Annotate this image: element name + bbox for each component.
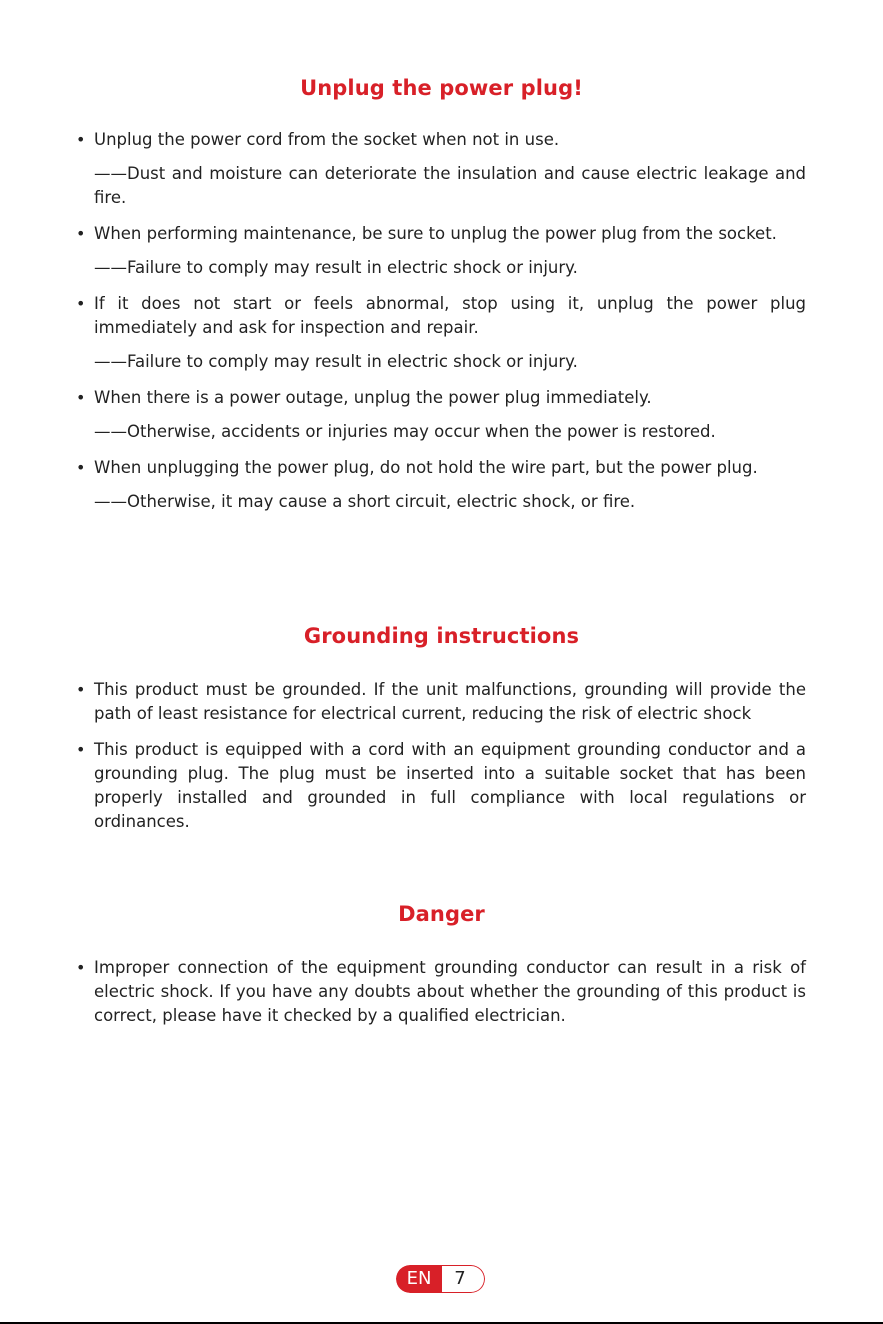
bullet-icon: • xyxy=(76,294,86,313)
bullet-icon: • xyxy=(76,388,86,407)
item-note: ——Failure to comply may result in electric shock or injury. xyxy=(94,352,578,371)
page-number: 7 xyxy=(442,1265,485,1293)
bullet-icon: • xyxy=(76,224,86,243)
item-note: ——Otherwise, it may cause a short circuit, electric shock, or fire. xyxy=(94,492,636,511)
item-note: ——Failure to comply may result in electric shock or injury. xyxy=(94,258,578,277)
section-grounding xyxy=(76,678,806,834)
section-title-danger: Danger xyxy=(398,902,485,926)
bullet-icon: • xyxy=(76,740,86,759)
item-text: When unplugging the power plug, do not hold the wire part, but the power plug. xyxy=(94,458,758,477)
bullet-icon: • xyxy=(76,130,86,149)
item-note: ——Dust and moisture can deteriorate the insulation and cause electric leakage and fire. xyxy=(94,164,806,207)
section-title-unplug: Unplug the power plug! xyxy=(300,76,583,100)
item-note: ——Otherwise, accidents or injuries may occur when the power is restored. xyxy=(94,422,716,441)
list-item xyxy=(76,128,806,152)
item-text: Unplug the power cord from the socket when not in use. xyxy=(94,130,560,149)
item-text: Improper connection of the equipment grounding conductor can result in a risk of electric shock. If you have any doubts about whether the grounding of this product is correct, please have it checked by a qualified electrician. xyxy=(94,958,806,1025)
item-text: If it does not start or feels abnormal, stop using it, unplug the power plug immediately and ask for inspection and repair. xyxy=(94,294,806,337)
list-item xyxy=(76,956,806,1028)
list-item xyxy=(76,386,806,410)
item-text: When performing maintenance, be sure to unplug the power plug from the socket. xyxy=(94,224,777,243)
bullet-icon: • xyxy=(76,680,86,699)
bullet-icon: • xyxy=(76,958,86,977)
page-number-badge xyxy=(396,1265,485,1293)
section-danger xyxy=(76,956,806,1028)
section-unplug xyxy=(76,128,806,514)
list-item xyxy=(76,456,806,480)
list-item xyxy=(76,678,806,726)
section-title-grounding: Grounding instructions xyxy=(303,624,580,648)
language-label: EN xyxy=(396,1265,442,1293)
item-text: When there is a power outage, unplug the power plug immediately. xyxy=(94,388,652,407)
bullet-icon: • xyxy=(76,458,86,477)
item-text: This product must be grounded. If the unit malfunctions, grounding will provide the path of least resistance for electrical current, reducing the risk of electric shock xyxy=(94,680,806,723)
list-item xyxy=(76,292,806,340)
list-item xyxy=(76,738,806,834)
item-text: This product is equipped with a cord with an equipment grounding conductor and a grounding plug. The plug must be inserted into a suitable socket that has been properly installed and grounded in full compliance with local regulations or ordinances. xyxy=(94,740,806,831)
list-item xyxy=(76,222,806,246)
